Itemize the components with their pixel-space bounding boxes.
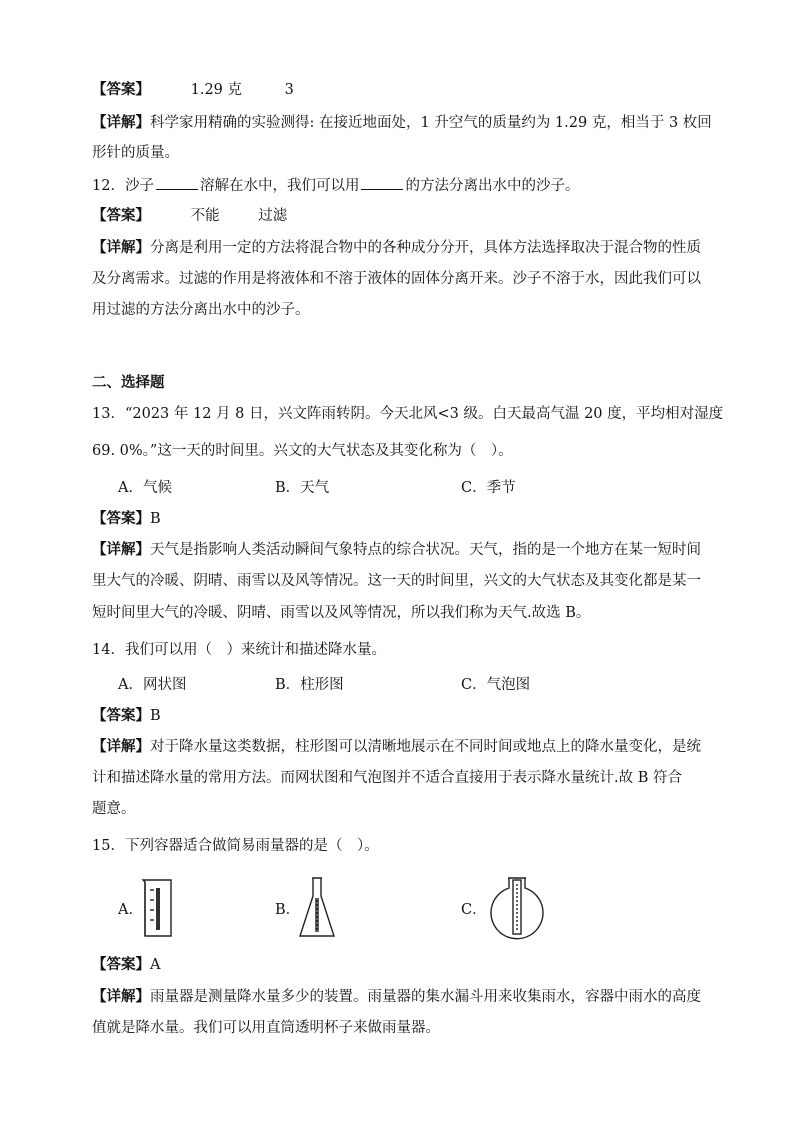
detail-14-line: 计和描述降水量的常用方法。而网状图和气泡图并不适合直接用于表示降水量统计.故 B 符合 — [92, 770, 682, 786]
option-a: A．气候 — [118, 480, 172, 496]
question-text: 的方法分离出水中的沙子。 — [405, 178, 580, 194]
answer-value: B — [150, 511, 161, 527]
answer-label: 【答案】 — [92, 510, 150, 527]
detail-13-line: 里大气的冷暖、阴晴、雨雪以及风等情况。这一天的时间里，兴文的大气状态及其变化都是某一 — [92, 573, 701, 589]
option-a: A．网状图 — [118, 677, 187, 693]
question-14-line: 14．我们可以用（ ）来统计和描述降水量。 — [92, 642, 386, 658]
detail-12-line — [92, 238, 712, 258]
detail-label: 【详解】 — [92, 988, 150, 1005]
detail-13-line — [92, 540, 712, 560]
answer-15 — [92, 955, 712, 975]
answer-label: 【答案】 — [92, 707, 150, 724]
answer-14 — [92, 706, 712, 726]
option-c: C．季节 — [461, 480, 516, 496]
option-c: C．气泡图 — [461, 677, 531, 693]
detail-text: 对于降水量这类数据，柱形图可以清晰地展示在不同时间或地点上的降水量变化，是统 — [150, 739, 701, 755]
answer-label: 【答案】 — [92, 956, 150, 973]
conical-flask-icon — [297, 876, 337, 940]
section-title: 二、选择题 — [92, 374, 165, 391]
answer-value: 不能 — [190, 208, 220, 224]
question-text: 溶解在水中，我们可以用 — [199, 178, 360, 194]
answer-value: B — [150, 708, 161, 724]
question-15-line: 15．下列容器适合做简易雨量器的是（ ）。 — [92, 838, 379, 854]
answer-value: 过滤 — [258, 208, 288, 224]
option-b: B． — [275, 902, 301, 918]
answer-value: 1.29 克 — [190, 82, 243, 98]
detail-15-line: 值就是降水量。我们可以用直筒透明杯子来做雨量器。 — [92, 1020, 440, 1036]
detail-label: 【详解】 — [92, 738, 150, 755]
question-text: 12．沙子 — [92, 178, 154, 194]
detail-12-line: 及分离需求。过滤的作用是将液体和不溶于液体的固体分离开来。沙子不溶于水，因此我们可以 — [92, 271, 701, 287]
answer-label: 【答案】 — [92, 207, 150, 224]
option-a: A． — [118, 902, 143, 918]
detail-label: 【详解】 — [92, 541, 150, 558]
detail-15-line — [92, 987, 712, 1007]
question-13-line: 13．“2023 年 12 月 8 日，兴文阵雨转阴。今天北风<3 级。白天最高气温 20 度，平均相对湿度 — [92, 406, 724, 422]
detail-14-line: 题意。 — [92, 801, 136, 817]
answer-value: A — [150, 957, 161, 973]
answer-13 — [92, 509, 712, 529]
answer-blank — [361, 175, 403, 190]
question-13-line: 69. 0%。”这一天的时间里。兴文的大气状态及其变化称为（ ）。 — [92, 443, 513, 459]
answer-blank — [156, 175, 198, 190]
detail-14-line — [92, 737, 712, 757]
detail-label: 【详解】 — [92, 114, 150, 131]
answer-value: 3 — [284, 82, 294, 98]
detail-text: 分离是利用一定的方法将混合物中的各种成分分开，具体方法选择取决于混合物的性质 — [150, 240, 701, 256]
answer-12 — [92, 206, 712, 226]
round-flask-icon — [486, 874, 548, 940]
detail-11-line: 形针的质量。 — [92, 145, 179, 161]
question-12 — [92, 175, 712, 196]
answer-label: 【答案】 — [92, 81, 150, 98]
detail-label: 【详解】 — [92, 239, 150, 256]
detail-text: 天气是指影响人类活动瞬间气象特点的综合状况。天气，指的是一个地方在某一短时间 — [150, 542, 701, 558]
option-c: C． — [461, 902, 487, 918]
detail-13-line: 短时间里大气的冷暖、阴晴、雨雪以及风等情况，所以我们称为天气.故选 B。 — [92, 605, 591, 621]
option-b: B．天气 — [275, 480, 330, 496]
option-b: B．柱形图 — [275, 677, 344, 693]
beaker-icon — [140, 878, 176, 940]
detail-text: 雨量器是测量降水量多少的装置。雨量器的集水漏斗用来收集雨水，容器中雨水的高度 — [150, 989, 701, 1005]
detail-text: 科学家用精确的实验测得: 在接近地面处，1 升空气的质量约为 1.29 克，相当于 3 枚回 — [150, 115, 712, 131]
answer-11 — [92, 80, 712, 100]
detail-12-line: 用过滤的方法分离出水中的沙子。 — [92, 302, 310, 318]
detail-11-line — [92, 113, 712, 133]
